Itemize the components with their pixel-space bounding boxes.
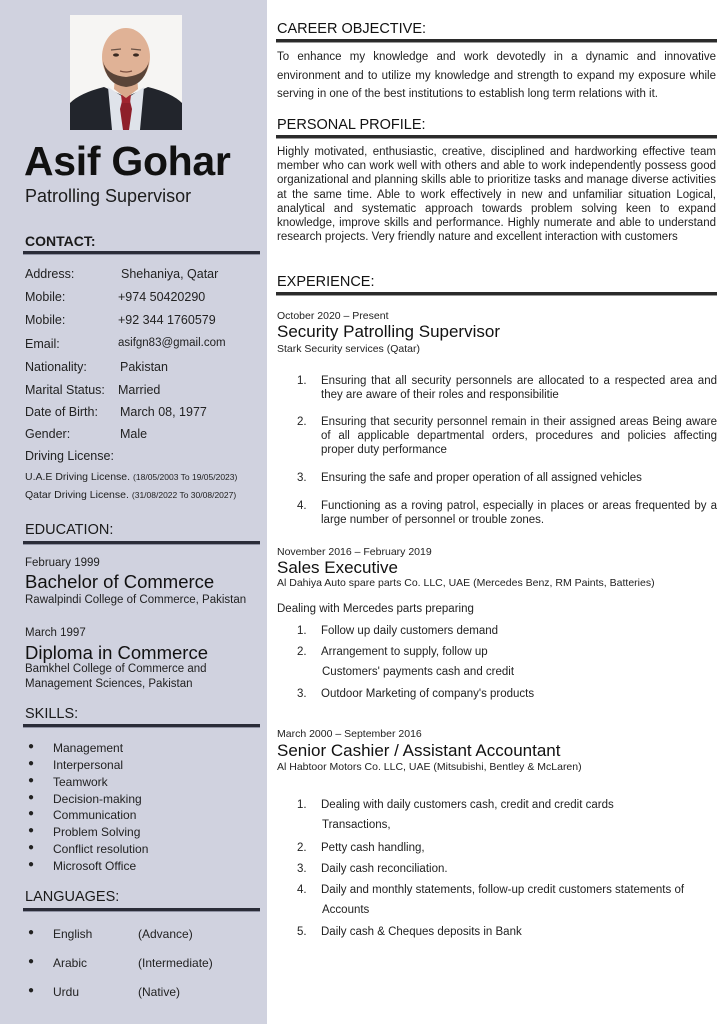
license-dates: (18/05/2003 To 19/05/2023) — [133, 472, 238, 482]
contact-value: March 08, 1977 — [120, 405, 207, 419]
languages-heading: LANGUAGES: — [25, 889, 120, 905]
job-company: Al Habtoor Motors Co. LLC, UAE (Mitsubishi, Bentley & McLaren) — [277, 761, 582, 773]
contact-label: Gender: — [25, 427, 71, 441]
experience-heading: EXPERIENCE: — [277, 274, 375, 290]
duty-text: Petty cash handling, — [321, 842, 425, 854]
education-divider — [23, 541, 260, 545]
duty-number: 2. — [297, 842, 307, 854]
bullet-icon: ● — [28, 758, 35, 769]
education-title: Diploma in Commerce — [25, 642, 208, 663]
experience-divider — [276, 292, 717, 296]
language-name: Urdu — [53, 985, 80, 999]
contact-row-email — [25, 337, 226, 351]
duty-number: 2. — [297, 416, 307, 428]
duty-item — [297, 645, 717, 659]
bullet-icon: ● — [28, 808, 35, 819]
license-item — [25, 489, 236, 501]
language-level: (Native) — [138, 985, 181, 999]
skill-label: Microsoft Office — [53, 859, 137, 873]
job-date: October 2020 – Present — [277, 310, 389, 322]
skill-label: Problem Solving — [53, 825, 141, 839]
skill-label: Teamwork — [53, 775, 108, 789]
contact-value: Male — [120, 427, 148, 441]
contact-row-address — [25, 267, 219, 281]
duty-continuation: Accounts — [322, 904, 370, 916]
contact-row-mobile — [25, 313, 216, 327]
email-link[interactable]: asifgn83@gmail.com — [118, 337, 226, 349]
duty-number: 2. — [297, 646, 307, 658]
duty-item — [297, 841, 717, 855]
bullet-icon: ● — [28, 741, 35, 752]
skill-label: Management — [53, 741, 124, 755]
driving-license-label: Driving License: — [25, 449, 114, 463]
candidate-name: Asif Gohar — [24, 138, 231, 184]
job-title: Security Patrolling Supervisor — [277, 322, 500, 341]
duty-item — [297, 883, 717, 897]
skills-divider — [23, 724, 260, 728]
duty-text: Outdoor Marketing of company's products — [321, 688, 535, 700]
license-name: Qatar Driving License. — [25, 489, 129, 501]
duty-item — [297, 415, 717, 457]
duty-text: Daily and monthly statements, follow-up credit customers statements of — [321, 884, 685, 896]
duty-number: 3. — [297, 863, 307, 875]
education-date: February 1999 — [25, 557, 100, 569]
bullet-icon: ● — [28, 792, 35, 803]
duty-number: 1. — [297, 375, 307, 387]
duty-continuation: Customers' payments cash and credit — [322, 666, 515, 678]
contact-value: Shehaniya, Qatar — [121, 267, 219, 281]
phone-value[interactable]: +974 50420290 — [118, 290, 206, 304]
bullet-icon: ● — [28, 956, 35, 967]
education-school: Bamkhel College of Commerce and Management Sciences, Pakistan — [25, 663, 207, 690]
career-objective-divider — [276, 39, 717, 43]
education-heading: EDUCATION: — [25, 522, 114, 538]
duty-item — [297, 499, 717, 527]
contact-row-date-of-birth — [25, 405, 207, 419]
duty-item — [297, 687, 717, 701]
bullet-icon: ● — [28, 825, 35, 836]
career-objective-heading: CAREER OBJECTIVE: — [277, 21, 427, 37]
contact-label: Address: — [25, 267, 75, 281]
job-date: March 2000 – September 2016 — [277, 728, 422, 740]
job-company: Stark Security services (Qatar) — [277, 343, 420, 355]
languages-divider — [23, 908, 260, 912]
contact-row-mobile — [25, 290, 206, 304]
contact-row-gender — [25, 427, 148, 441]
duty-text: Arrangement to supply, follow up — [321, 646, 488, 658]
personal-profile-divider — [276, 135, 717, 139]
profile-photo — [70, 15, 182, 130]
bullet-icon: ● — [28, 775, 35, 786]
contact-label: Marital Status: — [25, 383, 105, 397]
duty-item — [297, 471, 717, 485]
job-date: November 2016 – February 2019 — [277, 546, 432, 558]
duty-text: Follow up daily customers demand — [321, 625, 499, 637]
job-company: Al Dahiya Auto spare parts Co. LLC, UAE (Mercedes Benz, RM Paints, Batteries) — [277, 577, 655, 589]
contact-label: Mobile: — [25, 313, 66, 327]
job-title: Sales Executive — [277, 558, 398, 577]
license-dates: (31/08/2022 To 30/08/2027) — [131, 490, 237, 500]
contact-value: Married — [118, 383, 161, 397]
duty-item — [297, 374, 717, 402]
duty-number: 3. — [297, 688, 307, 700]
duty-text: Ensuring that all security personnels are allocated to a respected area and they are aware of their roles and responsibilitie — [321, 375, 717, 401]
license-item — [25, 471, 237, 483]
skills-heading: SKILLS: — [25, 706, 79, 722]
skill-label: Conflict resolution — [53, 842, 149, 856]
contact-heading: CONTACT: — [25, 233, 96, 249]
job-intro: Dealing with Mercedes parts preparing — [277, 603, 474, 615]
duty-number: 5. — [297, 926, 307, 938]
duty-text: Ensuring the safe and proper operation of all assigned vehicles — [321, 472, 642, 484]
language-level: (Advance) — [138, 927, 193, 941]
main-content — [267, 0, 724, 1024]
contact-divider — [23, 251, 260, 255]
skill-label: Decision-making — [53, 792, 142, 806]
job-title: Senior Cashier / Assistant Accountant — [277, 741, 561, 760]
duty-text: Ensuring that security personnel remain in their assigned areas Being aware of all applicable departmental orders, procedures and policies affecting proper duty performance — [321, 416, 717, 456]
bullet-icon: ● — [28, 859, 35, 870]
language-name: English — [53, 927, 93, 941]
candidate-role: Patrolling Supervisor — [25, 186, 192, 206]
career-objective-text: To enhance my knowledge and work devotedly in a dynamic and innovative environment and to utilize my knowledge and strength to expand my exposure while serving in one of the best institutions to establish long term relations with it. — [277, 51, 716, 100]
skill-label: Interpersonal — [53, 758, 124, 772]
bullet-icon: ● — [28, 842, 35, 853]
personal-profile-text: Highly motivated, enthusiastic, creative, disciplined and hardworking effective team member who can work well with others and able to work independently possess good organizational and planning skills able to prioritize tasks and manage diverse activities at the same time. Able to work effectively in new and unfamiliar situation Logical, analytical and systematic approach towards problem solving keen to expand knowledge, improve skills and performance. Highly numerate and able to understand research projects. Very friendly nature and excellent interaction with customers — [277, 146, 716, 244]
duty-number: 3. — [297, 472, 307, 484]
duty-item — [297, 624, 717, 638]
duty-text: Functioning as a roving patrol, especially in places or areas frequented by a large number of personnel or trouble zones. — [321, 500, 717, 526]
language-name: Arabic — [53, 956, 88, 970]
bullet-icon: ● — [28, 927, 35, 938]
duty-number: 4. — [297, 884, 307, 896]
education-date: March 1997 — [25, 627, 86, 639]
duty-text: Dealing with daily customers cash, credit and credit cards — [321, 799, 614, 811]
education-school: Rawalpindi College of Commerce, Pakistan — [25, 594, 247, 606]
duty-continuation: Transactions, — [322, 819, 391, 831]
education-title: Bachelor of Commerce — [25, 571, 215, 592]
skill-label: Communication — [53, 808, 137, 822]
person-portrait-icon — [70, 15, 182, 130]
duty-item — [297, 862, 717, 876]
duty-text: Daily cash & Cheques deposits in Bank — [321, 926, 522, 938]
duty-item — [297, 925, 717, 939]
duty-number: 1. — [297, 799, 307, 811]
duty-item — [297, 798, 717, 812]
duty-text: Daily cash reconciliation. — [321, 863, 448, 875]
contact-label: Mobile: — [25, 290, 66, 304]
contact-value: Pakistan — [120, 360, 168, 374]
contact-label: Date of Birth: — [25, 405, 98, 419]
contact-label: Email: — [25, 337, 60, 351]
bullet-icon: ● — [28, 985, 35, 996]
personal-profile-heading: PERSONAL PROFILE: — [277, 117, 426, 133]
contact-row-nationality — [25, 360, 168, 374]
license-name: U.A.E Driving License. — [25, 471, 131, 483]
sidebar — [0, 0, 267, 1024]
contact-row-marital-status — [25, 383, 161, 397]
duty-number: 4. — [297, 500, 307, 512]
phone-value[interactable]: +92 344 1760579 — [118, 313, 216, 327]
duty-number: 1. — [297, 625, 307, 637]
language-level: (Intermediate) — [138, 956, 213, 970]
contact-label: Nationality: — [25, 360, 87, 374]
